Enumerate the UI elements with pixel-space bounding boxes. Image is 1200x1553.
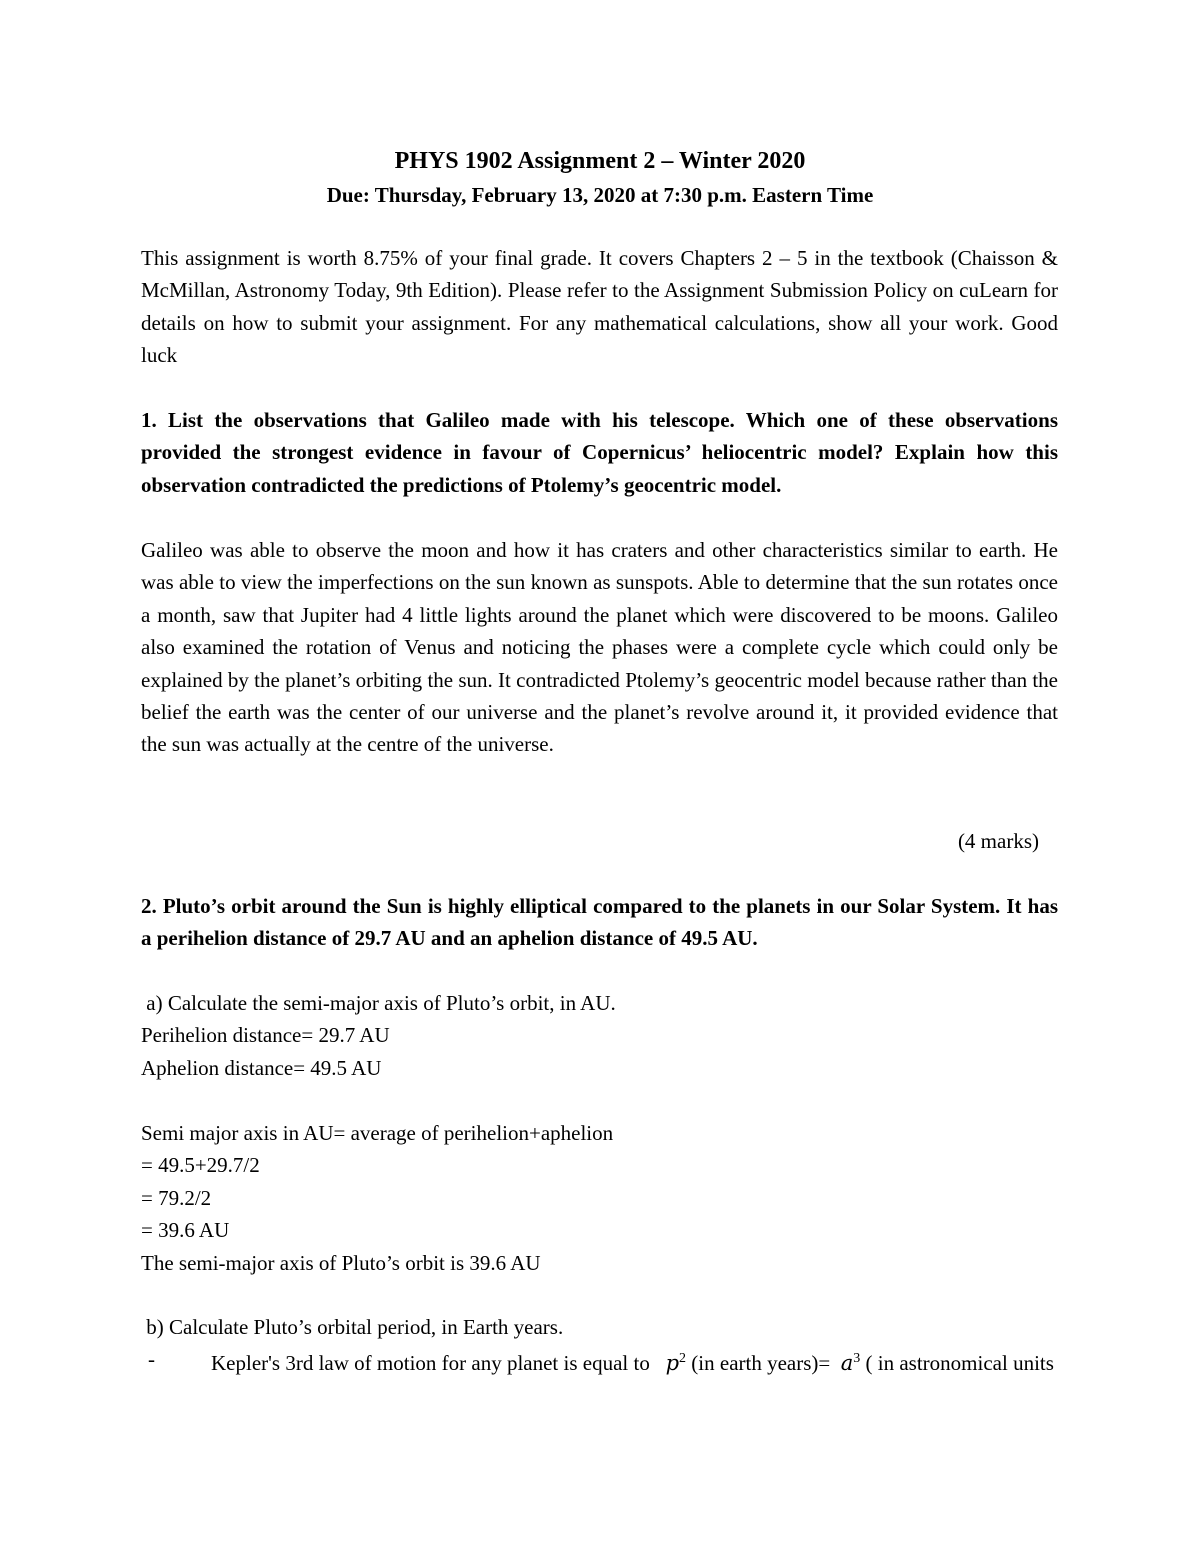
answer-1: Galileo was able to observe the moon and how it has craters and other characteristics similar to earth. He was able to view the imperfections on the sun known as sunspots. Able to determine that the sun rotates once a month, saw that Jupiter had 4 little lights around the planet which were discovered to be moons. Galileo also examined the rotation of Venus and noticing the phases were a complete cycle which could only be explained by the planet’s orbiting the sun. It contradicted Ptolemy’s geocentric model because rather than the belief the earth was the center of our universe and the planet’s revolve around it, it provided evidence that the sun was actually at the centre of the universe. — [141, 538, 1058, 757]
p-exponent: 2 — [679, 1351, 687, 1366]
perihelion-line: Perihelion distance= 29.7 AU — [141, 1023, 390, 1048]
part-a-work — [141, 1117, 1058, 1279]
aphelion-line: Aphelion distance= 49.5 AU — [141, 1055, 382, 1080]
bullet-text-after: ( in astronomical units — [865, 1351, 1054, 1375]
question-1: 1. List the observations that Galileo made with his telescope. Which one of these observations provided the strongest evidence in favour of Copernicus’ heliocentric model? Explain how this observation contradicted the predictions of Ptolemy’s geocentric model. — [141, 408, 1058, 497]
work-line: = 79.2/2 — [141, 1185, 212, 1210]
page-title: PHYS 1902 Assignment 2 – Winter 2020 — [394, 148, 806, 174]
kepler-bullet — [141, 1343, 1058, 1379]
intro-paragraph: This assignment is worth 8.75% of your final grade. It covers Chapters 2 – 5 in the textbook (Chaisson & McMillan, Astronomy Today, 9th Edition). Please refer to the Assignment Submission Policy on cuLearn for details on how to submit your assignment. For any mathematical calculations, show all your work. Good luck — [141, 246, 1058, 368]
work-line: = 49.5+29.7/2 — [141, 1153, 260, 1178]
bullet-text-before: Kepler's 3rd law of motion for any planet is equal to — [211, 1351, 650, 1375]
bullet-dash: - — [148, 1347, 155, 1371]
due-date: Due: Thursday, February 13, 2020 at 7:30 p.m. Eastern Time — [326, 183, 874, 207]
a-symbol: a — [840, 1351, 854, 1375]
bullet-text-mid: (in earth years)= — [691, 1351, 831, 1375]
work-line: Semi major axis in AU= average of perihelion+aphelion — [141, 1121, 614, 1145]
work-line: The semi-major axis of Pluto’s orbit is 39.6 AU — [141, 1250, 541, 1275]
part-a-label: a) Calculate the semi-major axis of Pluto’s orbit, in AU. — [141, 991, 616, 1015]
question-1-marks: (4 marks) — [957, 829, 1039, 853]
bullet-text — [211, 1343, 1058, 1379]
part-a — [141, 987, 1058, 1084]
p-symbol: p — [665, 1351, 680, 1375]
question-2: 2. Pluto’s orbit around the Sun is highly elliptical compared to the planets in our Solar System. It has a perihelion distance of 29.7 AU and an aphelion distance of 49.5 AU. — [141, 894, 1058, 951]
work-line: = 39.6 AU — [141, 1218, 230, 1243]
a-exponent: 3 — [853, 1351, 861, 1366]
part-b-label: b) Calculate Pluto’s orbital period, in Earth years. — [141, 1315, 564, 1339]
part-b — [141, 1311, 1058, 1343]
